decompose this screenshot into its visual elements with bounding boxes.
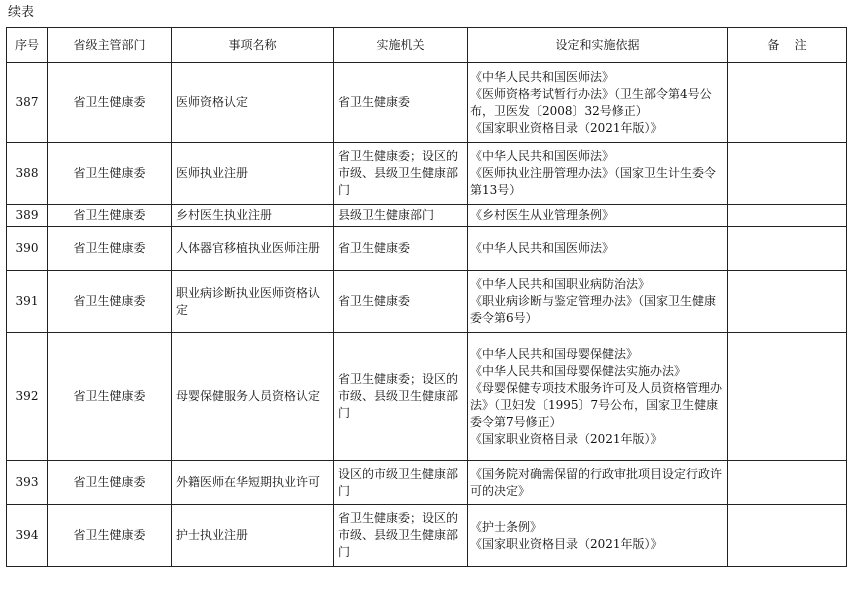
cell-agency: 设区的市级卫生健康部门 xyxy=(334,461,468,505)
cell-basis xyxy=(468,271,728,333)
basis-line: 《乡村医生从业管理条例》 xyxy=(470,208,615,222)
cell-dept: 省卫生健康委 xyxy=(48,461,172,505)
cell-dept: 省卫生健康委 xyxy=(48,227,172,271)
cell-no: 390 xyxy=(7,227,48,271)
cell-item: 外籍医师在华短期执业许可 xyxy=(172,461,334,505)
basis-line: 《中华人民共和国职业病防治法》 xyxy=(470,277,651,291)
cell-remark xyxy=(728,461,847,505)
basis-line: 《医师资格考试暂行办法》（卫生部令第4号公布，卫医发〔2008〕32号修正） xyxy=(470,86,712,118)
cell-dept: 省卫生健康委 xyxy=(48,505,172,567)
cell-no: 394 xyxy=(7,505,48,567)
basis-line: 《护士条例》 xyxy=(470,519,543,534)
cell-remark xyxy=(728,505,847,567)
cell-agency: 省卫生健康委；设区的市级、县级卫生健康部门 xyxy=(334,505,468,567)
cell-dept: 省卫生健康委 xyxy=(48,271,172,333)
cell-no: 387 xyxy=(7,63,48,143)
cell-remark xyxy=(728,333,847,461)
header-item: 事项名称 xyxy=(172,28,334,63)
basis-line: 《中华人民共和国母婴保健法》 xyxy=(470,346,639,361)
cell-item: 护士执业注册 xyxy=(172,505,334,567)
permit-table xyxy=(6,27,847,567)
table-row xyxy=(7,63,847,143)
cell-item: 乡村医生执业注册 xyxy=(172,205,334,227)
header-agency: 实施机关 xyxy=(334,28,468,63)
table-caption: 续表 xyxy=(8,5,35,20)
cell-no: 393 xyxy=(7,461,48,505)
cell-basis xyxy=(468,63,728,143)
basis-line: 《医师执业注册管理办法》（国家卫生计生委令第13号） xyxy=(470,166,717,197)
cell-agency: 省卫生健康委 xyxy=(334,227,468,271)
cell-item: 母婴保健服务人员资格认定 xyxy=(172,333,334,461)
cell-basis xyxy=(468,505,728,567)
cell-item: 职业病诊断执业医师资格认定 xyxy=(172,271,334,333)
cell-no: 392 xyxy=(7,333,48,461)
cell-no: 391 xyxy=(7,271,48,333)
basis-line: 《中华人民共和国医师法》 xyxy=(470,149,615,163)
cell-remark xyxy=(728,63,847,143)
basis-line: 《国家职业资格目录（2021年版）》 xyxy=(470,536,663,551)
cell-dept: 省卫生健康委 xyxy=(48,63,172,143)
basis-line: 《中华人民共和国医师法》 xyxy=(470,241,615,255)
cell-agency: 省卫生健康委；设区的市级、县级卫生健康部门 xyxy=(334,333,468,461)
table-header-row xyxy=(7,28,847,63)
cell-item: 医师执业注册 xyxy=(172,143,334,205)
header-basis: 设定和实施依据 xyxy=(468,28,728,63)
basis-line: 《职业病诊断与鉴定管理办法》（国家卫生健康委令第6号） xyxy=(470,294,717,325)
table-row xyxy=(7,227,847,271)
cell-dept: 省卫生健康委 xyxy=(48,205,172,227)
cell-agency: 省卫生健康委 xyxy=(334,271,468,333)
header-dept: 省级主管部门 xyxy=(48,28,172,63)
cell-dept: 省卫生健康委 xyxy=(48,143,172,205)
table-row xyxy=(7,271,847,333)
cell-basis xyxy=(468,205,728,227)
cell-remark xyxy=(728,227,847,271)
cell-no: 388 xyxy=(7,143,48,205)
cell-basis xyxy=(468,227,728,271)
basis-line: 《国务院对确需保留的行政审批项目设定行政许可的决定》 xyxy=(470,466,723,498)
cell-dept: 省卫生健康委 xyxy=(48,333,172,461)
table-row xyxy=(7,333,847,461)
basis-line: 《中华人民共和国医师法》 xyxy=(470,69,615,84)
table-row xyxy=(7,205,847,227)
cell-no: 389 xyxy=(7,205,48,227)
header-remark: 备 注 xyxy=(728,28,847,63)
cell-remark xyxy=(728,143,847,205)
cell-agency: 县级卫生健康部门 xyxy=(334,205,468,227)
cell-remark xyxy=(728,271,847,333)
table-row xyxy=(7,461,847,505)
cell-basis xyxy=(468,461,728,505)
basis-line: 《国家职业资格目录（2021年版）》 xyxy=(470,431,663,446)
cell-item: 人体器官移植执业医师注册 xyxy=(172,227,334,271)
basis-line: 《中华人民共和国母婴保健法实施办法》 xyxy=(470,363,687,378)
cell-agency: 省卫生健康委 xyxy=(334,63,468,143)
cell-remark xyxy=(728,205,847,227)
cell-basis xyxy=(468,333,728,461)
basis-line: 《国家职业资格目录（2021年版）》 xyxy=(470,120,663,135)
header-no: 序号 xyxy=(7,28,48,63)
basis-line: 《母婴保健专项技术服务许可及人员资格管理办法》（卫妇发〔1995〕7号公布，国家卫生健康委令第7号修正） xyxy=(470,380,723,429)
cell-agency: 省卫生健康委；设区的市级、县级卫生健康部门 xyxy=(334,143,468,205)
table-row xyxy=(7,143,847,205)
cell-item: 医师资格认定 xyxy=(172,63,334,143)
table-row xyxy=(7,505,847,567)
cell-basis xyxy=(468,143,728,205)
